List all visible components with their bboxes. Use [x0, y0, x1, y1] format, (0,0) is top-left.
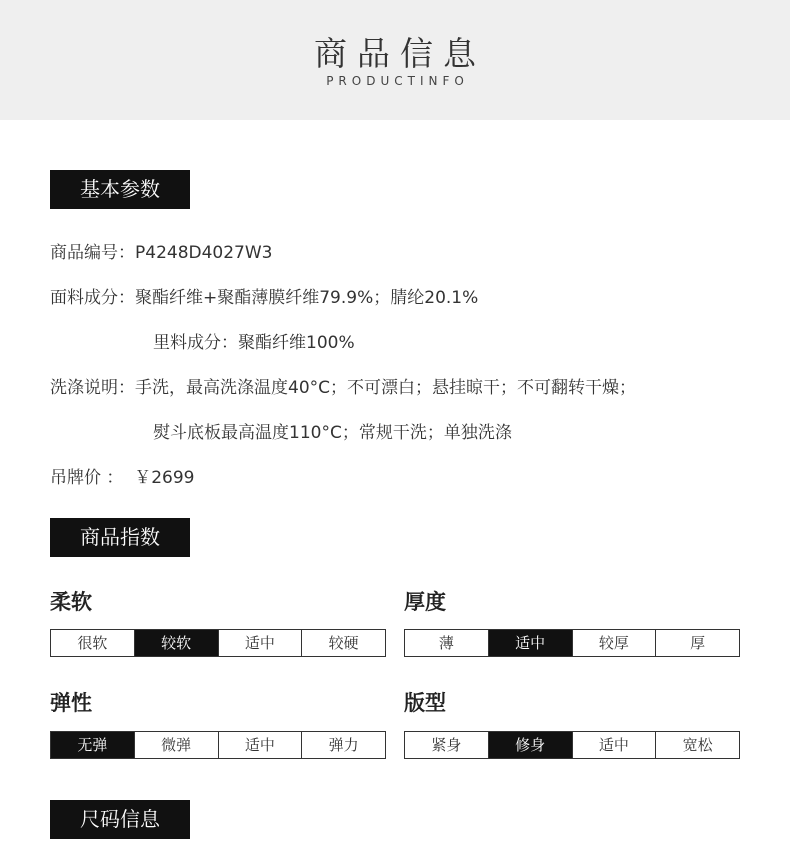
page-title: 商品信息 — [314, 34, 486, 73]
param-label: 吊牌价 ： — [50, 468, 124, 488]
fit-option-3: 宽松 — [682, 736, 713, 754]
param-label: 洗涤说明： — [50, 378, 135, 398]
param-value: ￥2699 — [134, 468, 195, 488]
thickness-option-0: 薄 — [405, 630, 489, 656]
elasticity-option-0: 无弹 — [51, 732, 135, 758]
softness-scale — [50, 629, 386, 657]
param-label: 里料成分： — [153, 333, 238, 353]
softness-option-2: 适中 — [219, 630, 303, 656]
thickness-option-1: 适中 — [489, 630, 573, 656]
section-size-info: 尺码信息 — [50, 800, 190, 839]
param-lining — [153, 328, 355, 353]
index-title-elasticity: 弹性 — [50, 691, 92, 715]
param-wash — [50, 373, 636, 398]
index-title-softness: 柔软 — [50, 590, 92, 614]
param-value: 手洗，最高洗涤温度40°C；不可漂白；悬挂晾干；不可翻转干燥； — [135, 378, 637, 398]
index-title-thickness: 厚度 — [404, 590, 446, 614]
section-basic-params: 基本参数 — [50, 170, 190, 209]
param-value: 聚酯纤维100% — [238, 333, 355, 353]
fit-option-0: 紧身 — [405, 732, 489, 758]
softness-option-3: 较硬 — [328, 634, 359, 652]
thickness-scale — [404, 629, 740, 657]
elasticity-option-2: 适中 — [219, 732, 303, 758]
header-banner — [0, 0, 790, 120]
thickness-option-2: 较厚 — [573, 630, 657, 656]
index-title-fit: 版型 — [404, 691, 446, 715]
param-label: 面料成分： — [50, 288, 135, 308]
param-fabric — [50, 283, 478, 308]
softness-option-1: 较软 — [135, 630, 219, 656]
thickness-option-3: 厚 — [690, 634, 706, 652]
param-product-code — [50, 238, 273, 263]
param-wash-line2: 熨斗底板最高温度110°C；常规干洗；单独洗涤 — [153, 423, 512, 443]
elasticity-option-3: 弹力 — [328, 736, 359, 754]
fit-option-1: 修身 — [489, 732, 573, 758]
param-value: P4248D4027W3 — [135, 243, 273, 263]
elasticity-scale — [50, 731, 386, 759]
section-product-index: 商品指数 — [50, 518, 190, 557]
elasticity-option-1: 微弹 — [135, 732, 219, 758]
softness-option-0: 很软 — [51, 630, 135, 656]
page-subtitle: PRODUCTINFO — [326, 74, 469, 88]
param-label: 商品编号： — [50, 243, 135, 263]
param-price — [50, 463, 194, 488]
fit-scale — [404, 731, 740, 759]
fit-option-2: 适中 — [573, 732, 657, 758]
param-value: 聚酯纤维+聚酯薄膜纤维79.9%；腈纶20.1% — [135, 288, 479, 308]
